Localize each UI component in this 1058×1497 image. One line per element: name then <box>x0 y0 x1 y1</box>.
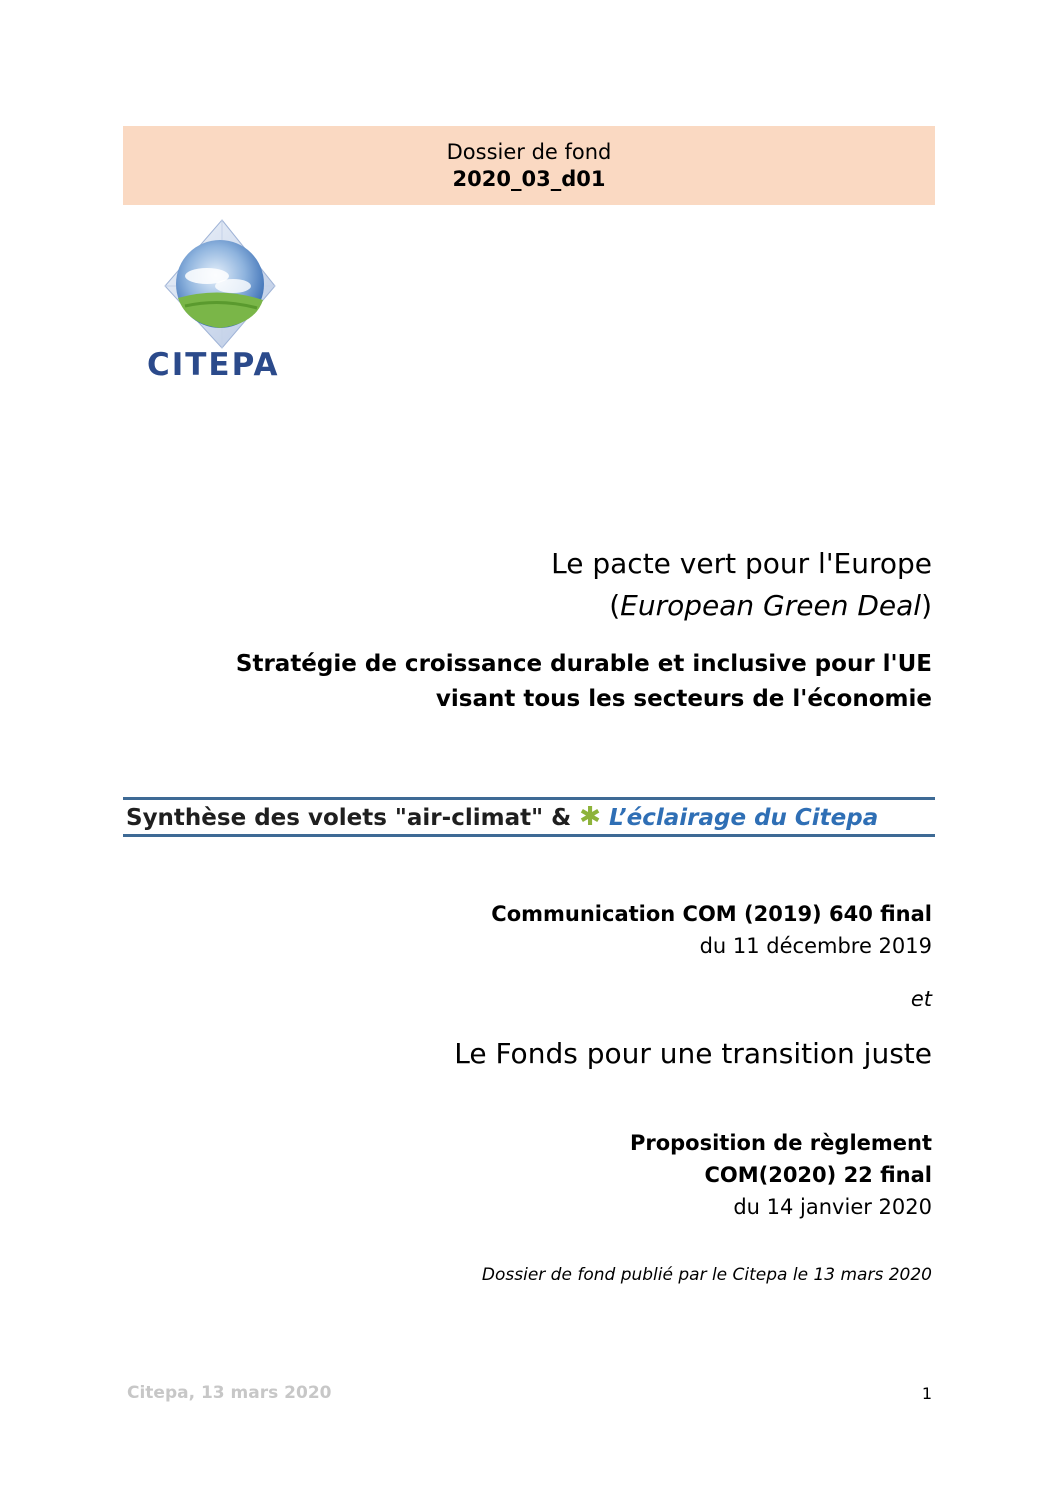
main-title <box>551 543 932 627</box>
logo-text: CITEPA <box>147 347 280 383</box>
proposal-block <box>630 1127 932 1223</box>
citepa-logo <box>145 216 300 386</box>
proposal-date: du 14 janvier 2020 <box>733 1195 932 1219</box>
asterisk-icon: ✱ <box>579 802 601 832</box>
document-type: Dossier de fond <box>446 140 612 164</box>
title-close-paren: ) <box>921 589 932 622</box>
synthesis-text: Synthèse des volets "air-climat" & <box>126 805 580 831</box>
page-number: 1 <box>921 1384 932 1403</box>
title-english: European Green Deal <box>620 589 922 622</box>
publication-note: Dossier de fond publié par le Citepa le 13 mars 2020 <box>481 1265 932 1285</box>
title-open-paren: ( <box>609 589 621 622</box>
citepa-insight-label: L’éclairage du Citepa <box>600 805 879 831</box>
main-title-line-2 <box>551 585 932 627</box>
subtitle-line-2: visant tous les secteurs de l'économie <box>435 686 932 712</box>
main-title-line-1: Le pacte vert pour l'Europe <box>551 547 932 580</box>
communication-block <box>491 898 932 962</box>
document-reference: 2020_03_d01 <box>452 167 606 191</box>
fund-title: Le Fonds pour une transition juste <box>454 1037 932 1070</box>
footer-source: Citepa, 13 mars 2020 <box>127 1383 332 1403</box>
subtitle <box>236 647 932 717</box>
connector-text: et <box>910 987 932 1011</box>
communication-reference: Communication COM (2019) 640 final <box>491 902 932 926</box>
synthesis-banner <box>123 797 935 837</box>
header-band <box>123 126 935 205</box>
proposal-type: Proposition de règlement <box>629 1131 932 1155</box>
proposal-reference: COM(2020) 22 final <box>704 1163 932 1187</box>
communication-date: du 11 décembre 2019 <box>699 934 932 958</box>
subtitle-line-1: Stratégie de croissance durable et inclusive pour l'UE <box>235 651 932 677</box>
